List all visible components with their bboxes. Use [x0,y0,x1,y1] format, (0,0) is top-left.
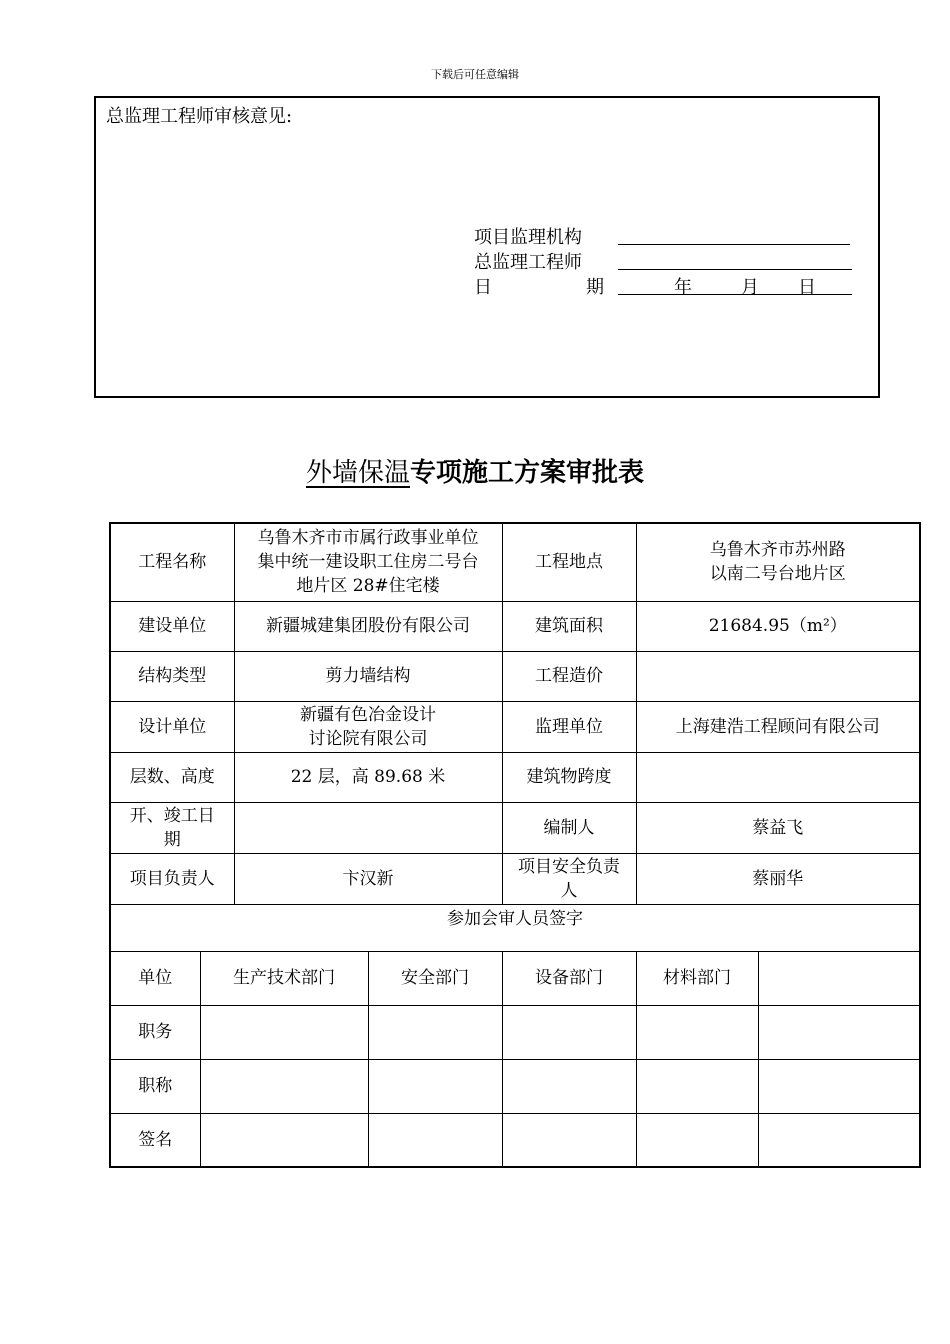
row-position-label: 职务 [110,1005,200,1059]
dates-label [110,802,234,853]
sign-cell[interactable] [502,1113,636,1167]
signoff-title: 参加会审人员签字 [110,904,920,951]
design-line: 讨论院有限公司 [308,728,428,749]
approval-table [109,522,921,1168]
safety-value: 蔡丽华 [636,853,920,904]
pm-value: 卞汉新 [234,853,502,904]
sign-cell[interactable] [636,1005,758,1059]
sign-cell[interactable] [758,1113,920,1167]
review-heading: 总监理工程师审核意见: [106,106,293,127]
floors-value: 22 层，高 89.68 米 [234,752,502,802]
project-name-line: 集中统一建设职工住房二号台 [257,552,479,573]
floors-label: 层数、高度 [110,752,234,802]
day-label: 日 [798,277,816,298]
supervisor-label: 监理单位 [502,701,636,752]
owner-label: 建设单位 [110,601,234,651]
cost-value [636,651,920,701]
dept-safety: 安全部门 [368,951,502,1005]
project-name-line: 乌鲁木齐市市属行政事业单位 [257,528,479,549]
form-title [0,452,950,489]
project-name-line: 地片区 28#住宅楼 [296,576,440,597]
location-line: 以南二号台地片区 [709,564,846,585]
date-line [618,294,852,295]
span-value [636,752,920,802]
form-title-underlined: 外墙保温 [305,458,410,488]
safety-label-line: 项目安全负责 [518,856,620,877]
form-title-rest: 专项施工方案审批表 [410,458,645,488]
sign-cell[interactable] [636,1113,758,1167]
project-name-label: 工程名称 [110,523,234,601]
cost-label: 工程造价 [502,651,636,701]
row-title-label: 职称 [110,1059,200,1113]
date-label-b: 期 [586,277,604,298]
design-label: 设计单位 [110,701,234,752]
pm-label: 项目负责人 [110,853,234,904]
header-note: 下载后可任意编辑 [431,68,519,81]
year-label: 年 [674,277,692,298]
sign-cell[interactable] [758,1059,920,1113]
design-value [234,701,502,752]
engineer-signature-row [474,248,874,272]
sign-cell[interactable] [368,1059,502,1113]
dates-label-line: 开、竣工日 [129,805,215,826]
sign-cell[interactable] [502,1005,636,1059]
sign-cell[interactable] [636,1059,758,1113]
unit-label: 单位 [110,951,200,1005]
span-label: 建筑物跨度 [502,752,636,802]
location-label: 工程地点 [502,523,636,601]
org-signature-row [474,223,874,247]
safety-label-line: 人 [560,880,578,901]
owner-value: 新疆城建集团股份有限公司 [234,601,502,651]
location-value [636,523,920,601]
engineer-label: 总监理工程师 [474,252,582,273]
area-label: 建筑面积 [502,601,636,651]
sign-cell[interactable] [200,1005,368,1059]
sign-cell[interactable] [200,1059,368,1113]
sign-cell[interactable] [368,1005,502,1059]
month-label: 月 [741,277,759,298]
dates-value [234,802,502,853]
dept-blank [758,951,920,1005]
dept-equipment: 设备部门 [502,951,636,1005]
engineer-signature-line [618,269,852,270]
sign-cell[interactable] [200,1113,368,1167]
dept-materials: 材料部门 [636,951,758,1005]
project-name-value [234,523,502,601]
area-value: 21684.95（m²） [636,601,920,651]
sign-cell[interactable] [368,1113,502,1167]
safety-label [502,853,636,904]
sign-cell[interactable] [758,1005,920,1059]
org-label: 项目监理机构 [474,227,582,248]
design-line: 新疆有色冶金设计 [300,704,436,725]
sign-cell[interactable] [502,1059,636,1113]
org-signature-line [618,244,850,245]
structure-label: 结构类型 [110,651,234,701]
row-signature-label: 签名 [110,1113,200,1167]
review-box [94,96,880,398]
location-line: 乌鲁木齐市苏州路 [709,540,846,561]
date-label-a: 日 [474,277,492,298]
date-row [474,273,874,297]
dept-production: 生产技术部门 [200,951,368,1005]
structure-value: 剪力墙结构 [234,651,502,701]
dates-label-line: 期 [163,829,181,850]
preparer-label: 编制人 [502,802,636,853]
preparer-value: 蔡益飞 [636,802,920,853]
supervisor-value: 上海建浩工程顾问有限公司 [636,701,920,752]
